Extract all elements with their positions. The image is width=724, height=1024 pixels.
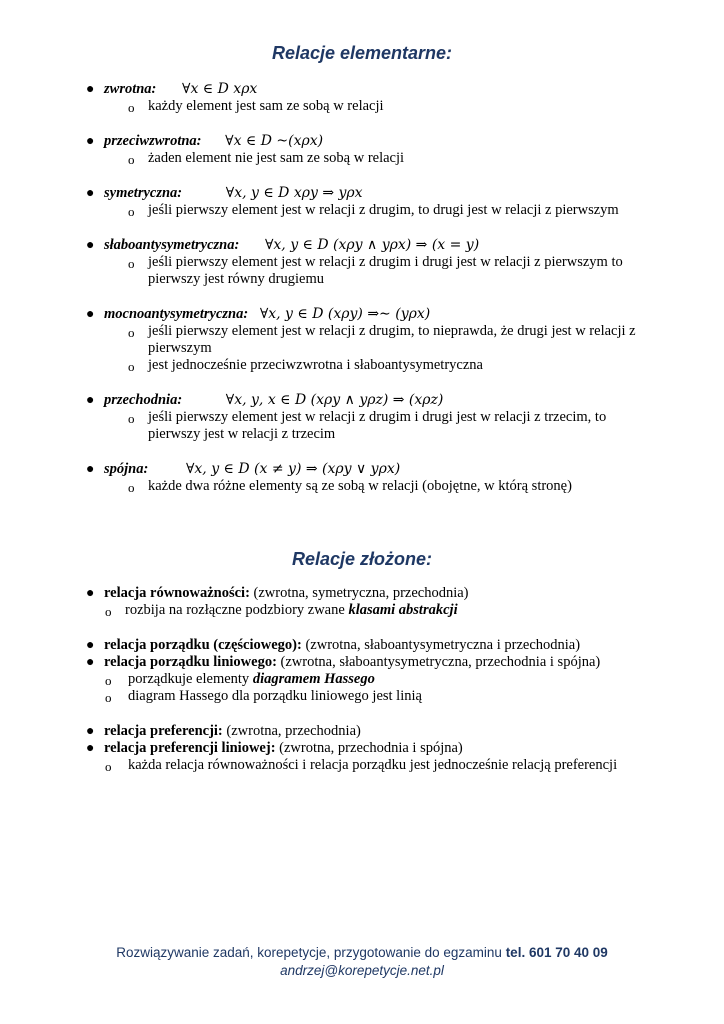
relation-formula: ∀𝑥 ∈ 𝐷 ~(𝑥𝜌𝑥): [225, 133, 324, 149]
relation-formula: ∀𝑥, 𝑦, 𝑥 ∈ 𝐷 (𝑥𝜌𝑦 ∧ 𝑦𝜌𝑧) ⇒ (𝑥𝜌𝑧): [225, 392, 444, 408]
relation-name: relacja porządku liniowego:: [104, 654, 277, 670]
circle-bullet-icon: o: [128, 480, 135, 495]
bullet-icon: ●: [86, 186, 95, 201]
relation-strong-antisymmetric: [104, 306, 430, 323]
relation-name: relacja równoważności:: [104, 585, 250, 601]
relation-preference: [104, 723, 361, 740]
relation-description-cont: pierwszym: [148, 340, 212, 356]
relation-name: zwrotna:: [104, 81, 157, 97]
relation-name: relacja porządku (częściowego):: [104, 637, 302, 653]
section-title-elementary: Relacje elementarne:: [271, 43, 453, 63]
relation-name: mocnoantysymetryczna:: [104, 306, 249, 322]
circle-bullet-icon: o: [105, 690, 112, 705]
relation-connected: [104, 461, 400, 478]
relation-linear-preference: [104, 740, 463, 757]
footer-text: Rozwiązywanie zadań, korepetycje, przygotowanie do egzaminu: [116, 945, 506, 960]
circle-bullet-icon: o: [105, 604, 112, 619]
circle-bullet-icon: o: [128, 204, 135, 219]
circle-bullet-icon: o: [128, 256, 135, 271]
bullet-icon: ●: [86, 134, 95, 149]
relation-description: każde dwa różne elementy są ze sobą w relacji (obojętne, w którą stronę): [148, 478, 572, 494]
relation-name: spójna:: [104, 461, 149, 477]
relation-properties: (zwrotna, przechodnia i spójna): [275, 740, 463, 756]
relation-name: relacja preferencji liniowej:: [104, 740, 276, 756]
relation-name: symetryczna:: [104, 185, 183, 201]
bullet-icon: ●: [86, 741, 95, 756]
circle-bullet-icon: o: [128, 359, 135, 374]
circle-bullet-icon: o: [128, 325, 135, 340]
description-text: rozbija na rozłączne podzbiory zwane: [125, 602, 349, 618]
relation-partial-order: [104, 637, 580, 654]
bullet-icon: ●: [86, 724, 95, 739]
relation-description: jeśli pierwszy element jest w relacji z drugim i drugi jest w relacji z trzecim, to: [148, 409, 607, 425]
relation-description: każda relacja równoważności i relacja porządku jest jednocześnie relacją preferencji: [128, 757, 618, 773]
relation-weak-antisymmetric: [104, 237, 479, 254]
bullet-icon: ●: [86, 655, 95, 670]
relation-description: diagram Hassego dla porządku liniowego jest linią: [128, 688, 422, 704]
relation-properties: (zwrotna, słaboantysymetryczna, przechodnia i spójna): [276, 654, 601, 670]
relation-formula: ∀𝑥 ∈ 𝐷 𝑥𝜌𝑥: [182, 81, 258, 97]
bullet-icon: ●: [86, 462, 95, 477]
relation-description: jeśli pierwszy element jest w relacji z drugim, to nieprawda, że drugi jest w relacji z: [148, 323, 636, 339]
relation-name: słaboantysymetryczna:: [104, 237, 240, 253]
relation-description-cont: pierwszy jest w relacji z trzecim: [148, 426, 336, 442]
relation-linear-order: [104, 654, 600, 671]
relation-description: [128, 671, 375, 688]
relation-equivalence: [104, 585, 469, 602]
relation-name: przechodnia:: [104, 392, 183, 408]
relation-description: jeśli pierwszy element jest w relacji z drugim i drugi jest w relacji z pierwszym to: [148, 254, 623, 270]
relation-symmetric: [104, 185, 363, 202]
description-emphasis: diagramem Hassego: [252, 671, 375, 687]
relation-description: jest jednocześnie przeciwzwrotna i słaboantysymetryczna: [148, 357, 483, 373]
relation-properties: (zwrotna, symetryczna, przechodnia): [249, 585, 469, 601]
description-emphasis: klasami abstrakcji: [348, 602, 458, 618]
relation-properties: (zwrotna, przechodnia): [222, 723, 361, 739]
relation-description-cont: pierwszy jest równy drugiemu: [148, 271, 324, 287]
relation-description: żaden element nie jest sam ze sobą w relacji: [148, 150, 405, 166]
bullet-icon: ●: [86, 638, 95, 653]
relation-transitive: [104, 392, 443, 409]
circle-bullet-icon: o: [128, 152, 135, 167]
relation-formula: ∀𝑥, 𝑦 ∈ 𝐷 (𝑥𝜌𝑦) ⇒∼ (𝑦𝜌𝑥): [259, 306, 431, 322]
relation-description: [125, 602, 458, 619]
relation-reflexive: [104, 81, 257, 98]
section-title-complex: Relacje złożone:: [291, 549, 433, 569]
circle-bullet-icon: o: [128, 411, 135, 426]
relation-description: jeśli pierwszy element jest w relacji z drugim, to drugi jest w relacji z pierwszym: [148, 202, 619, 218]
bullet-icon: ●: [86, 238, 95, 253]
relation-irreflexive: [104, 133, 323, 150]
bullet-icon: ●: [86, 586, 95, 601]
bullet-icon: ●: [86, 393, 95, 408]
relation-formula: ∀𝑥, 𝑦 ∈ 𝐷 (𝑥 ≠ 𝑦) ⇒ (𝑥𝜌𝑦 ∨ 𝑦𝜌𝑥): [185, 461, 401, 477]
description-text: porządkuje elementy: [128, 671, 253, 687]
footer-phone: tel. 601 70 40 09: [505, 945, 608, 960]
bullet-icon: ●: [86, 82, 95, 97]
circle-bullet-icon: o: [105, 759, 112, 774]
footer-email[interactable]: andrzej@korepetycje.net.pl: [280, 963, 444, 978]
circle-bullet-icon: o: [128, 100, 135, 115]
circle-bullet-icon: o: [105, 673, 112, 688]
relation-name: przeciwzwrotna:: [104, 133, 202, 149]
relation-description: każdy element jest sam ze sobą w relacji: [148, 98, 384, 114]
bullet-icon: ●: [86, 307, 95, 322]
footer-line1: [0, 945, 724, 960]
relation-formula: ∀𝑥, 𝑦 ∈ 𝐷 𝑥𝜌𝑦 ⇒ 𝑦𝜌𝑥: [225, 185, 363, 201]
relation-name: relacja preferencji:: [104, 723, 223, 739]
relation-properties: (zwrotna, słaboantysymetryczna i przechodnia): [301, 637, 581, 653]
relation-formula: ∀𝑥, 𝑦 ∈ 𝐷 (𝑥𝜌𝑦 ∧ 𝑦𝜌𝑥) ⇒ (𝑥 = 𝑦): [264, 237, 480, 253]
